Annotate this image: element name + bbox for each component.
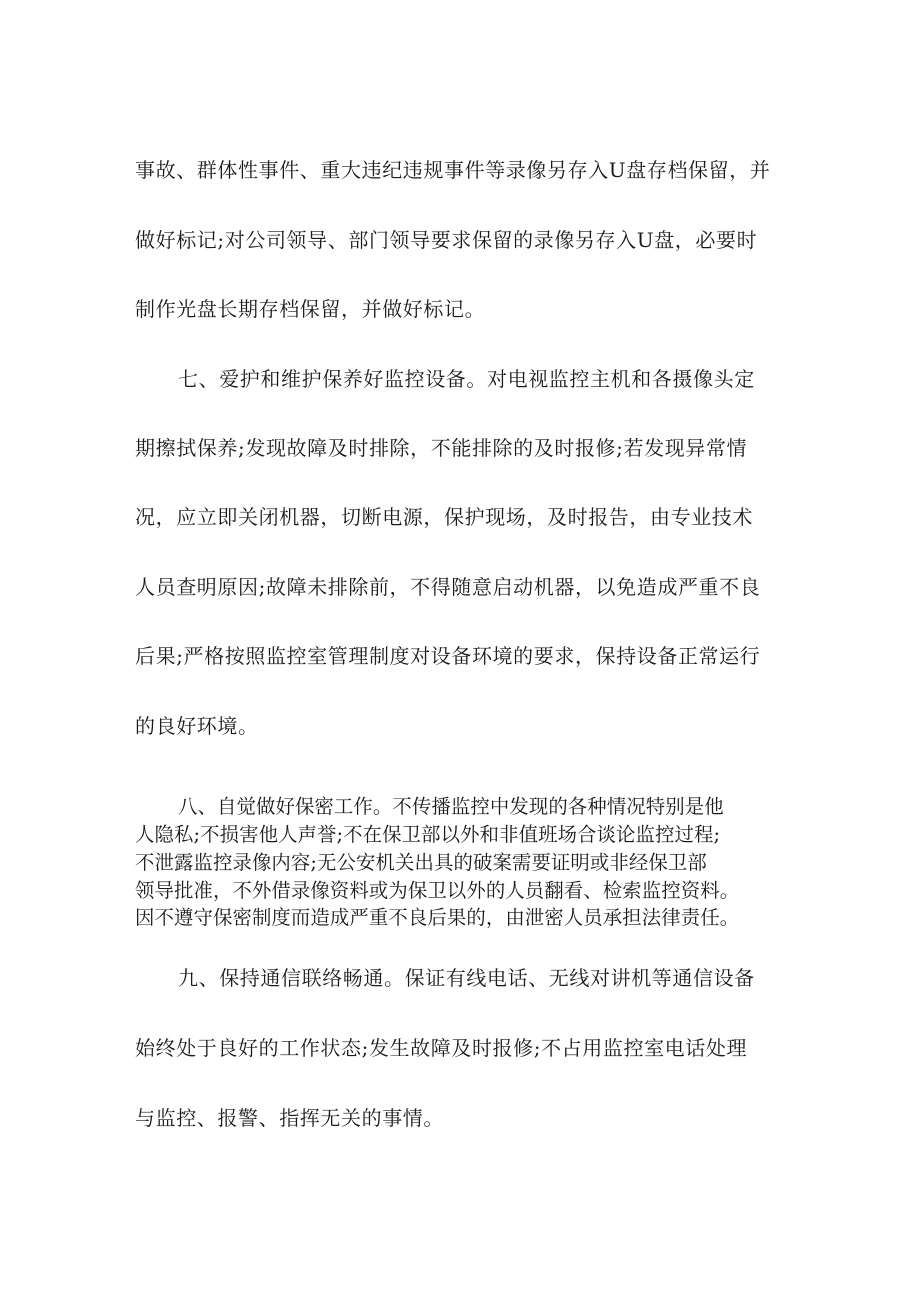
- text-line: 人员查明原因;故障未排除前，不得随意启动机器，以免造成严重不良: [135, 575, 761, 599]
- text-line: 制作光盘长期存档保留，并做好标记。: [135, 297, 486, 321]
- text-line: 七、爱护和维护保养好监控设备。对电视监控主机和各摄像头定: [178, 367, 755, 391]
- text-line: 事故、群体性事件、重大违纪违规事件等录像另存入U盘存档保留，并: [135, 158, 771, 182]
- text-line: 期擦拭保养;发现故障及时排除，不能排除的及时报修;若发现异常情: [135, 436, 748, 460]
- text-line: 领导批准，不外借录像资料或为保卫以外的人员翻看、检索监控资料。: [135, 879, 740, 902]
- text-line: 做好标记;对公司领导、部门领导要求保留的录像另存入U盘，必要时: [135, 228, 758, 252]
- text-line: 的良好环境。: [135, 714, 259, 738]
- text-line: 不泄露监控录像内容;无公安机关出具的破案需要证明或非经保卫部: [135, 851, 707, 874]
- text-line: 后果;严格按照监控室管理制度对设备环境的要求，保持设备正常运行: [135, 644, 761, 668]
- text-line: 因不遵守保密制度而造成严重不良后果的，由泄密人员承担法律责任。: [135, 906, 740, 929]
- text-line: 八、自觉做好保密工作。不传播监控中发现的各种情况特别是他: [178, 795, 724, 818]
- text-line: 九、保持通信联络畅通。保证有线电话、无线对讲机等通信设备: [178, 966, 755, 990]
- text-line: 人隐私;不损害他人声誉;不在保卫部以外和非值班场合谈论监控过程;: [135, 823, 721, 846]
- text-line: 与监控、报警、指挥无关的事情。: [135, 1106, 444, 1130]
- text-line: 况，应立即关闭机器，切断电源，保护现场，及时报告，由专业技术: [135, 505, 753, 529]
- text-line: 始终处于良好的工作状态;发生故障及时报修;不占用监控室电话处理: [135, 1036, 748, 1060]
